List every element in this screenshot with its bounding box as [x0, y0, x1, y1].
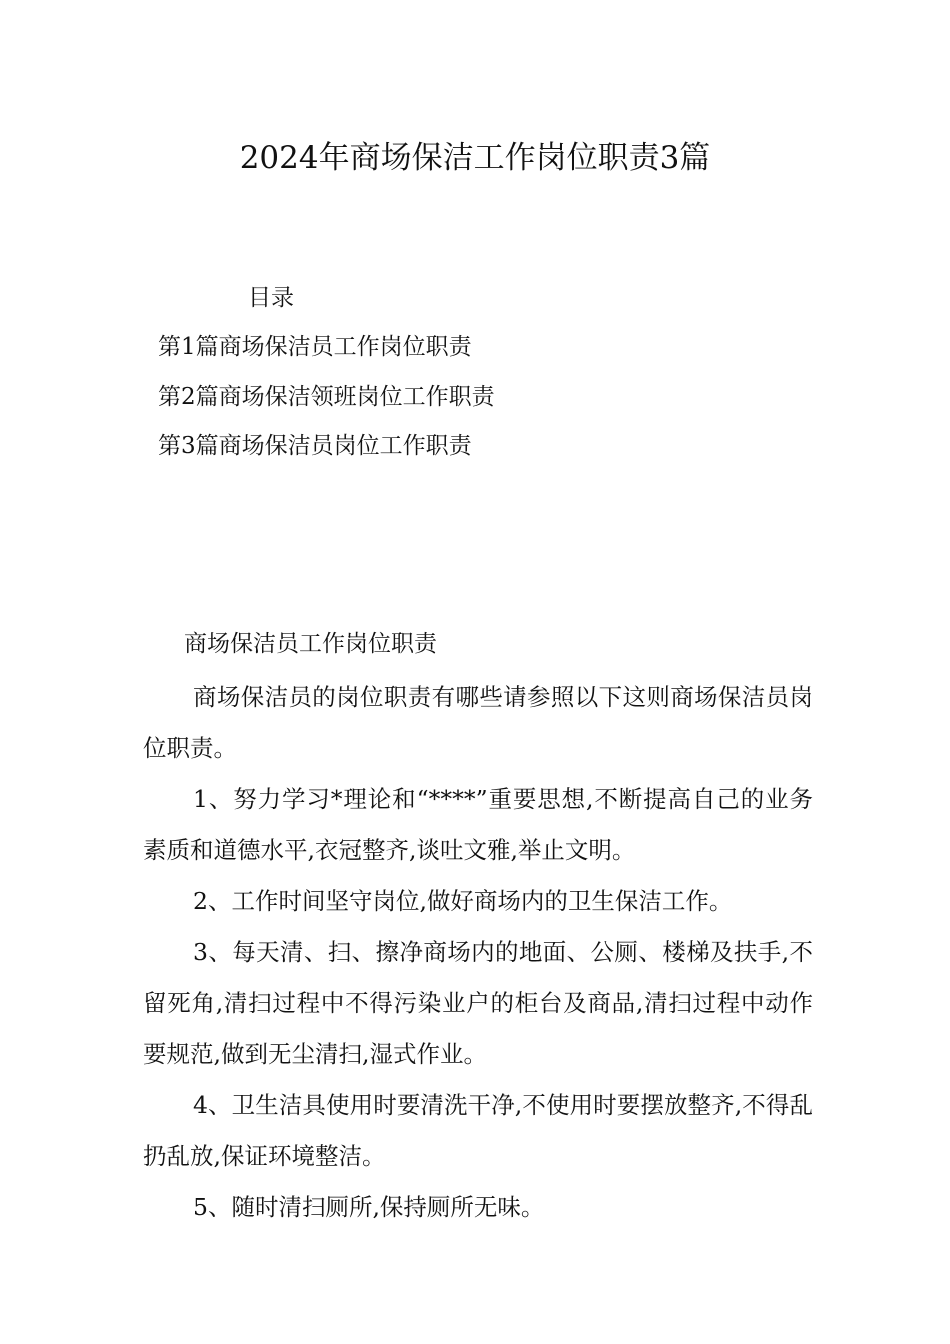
section-title: 商场保洁员工作岗位职责	[184, 631, 437, 657]
toc-item-3: 第3篇商场保洁员岗位工作职责	[158, 433, 472, 459]
document-title: 2024年商场保洁工作岗位职责3篇	[239, 140, 711, 176]
paragraph-intro: 商场保洁员的岗位职责有哪些请参照以下这则商场保洁员岗位职责。	[143, 683, 813, 762]
section-body	[143, 672, 813, 1233]
toc-item-2: 第2篇商场保洁领班岗位工作职责	[158, 384, 495, 410]
toc-item-1: 第1篇商场保洁员工作岗位职责	[158, 334, 472, 360]
toc-heading: 目录	[248, 285, 294, 311]
paragraph-duty-5: 5、随时清扫厕所,保持厕所无味。	[193, 1193, 545, 1221]
paragraph-duty-3: 3、每天清、扫、擦净商场内的地面、公厕、楼梯及扶手,不留死角,清扫过程中不得污染业户的柜台及商品,清扫过程中动作要规范,做到无尘清扫,湿式作业。	[143, 938, 813, 1068]
paragraph-duty-2: 2、工作时间坚守岗位,做好商场内的卫生保洁工作。	[193, 887, 733, 915]
paragraph-duty-4: 4、卫生洁具使用时要清洗干净,不使用时要摆放整齐,不得乱扔乱放,保证环境整洁。	[143, 1091, 813, 1170]
paragraph-duty-1: 1、努力学习*理论和“****”重要思想,不断提高自己的业务素质和道德水平,衣冠整齐,谈吐文雅,举止文明。	[143, 785, 813, 864]
